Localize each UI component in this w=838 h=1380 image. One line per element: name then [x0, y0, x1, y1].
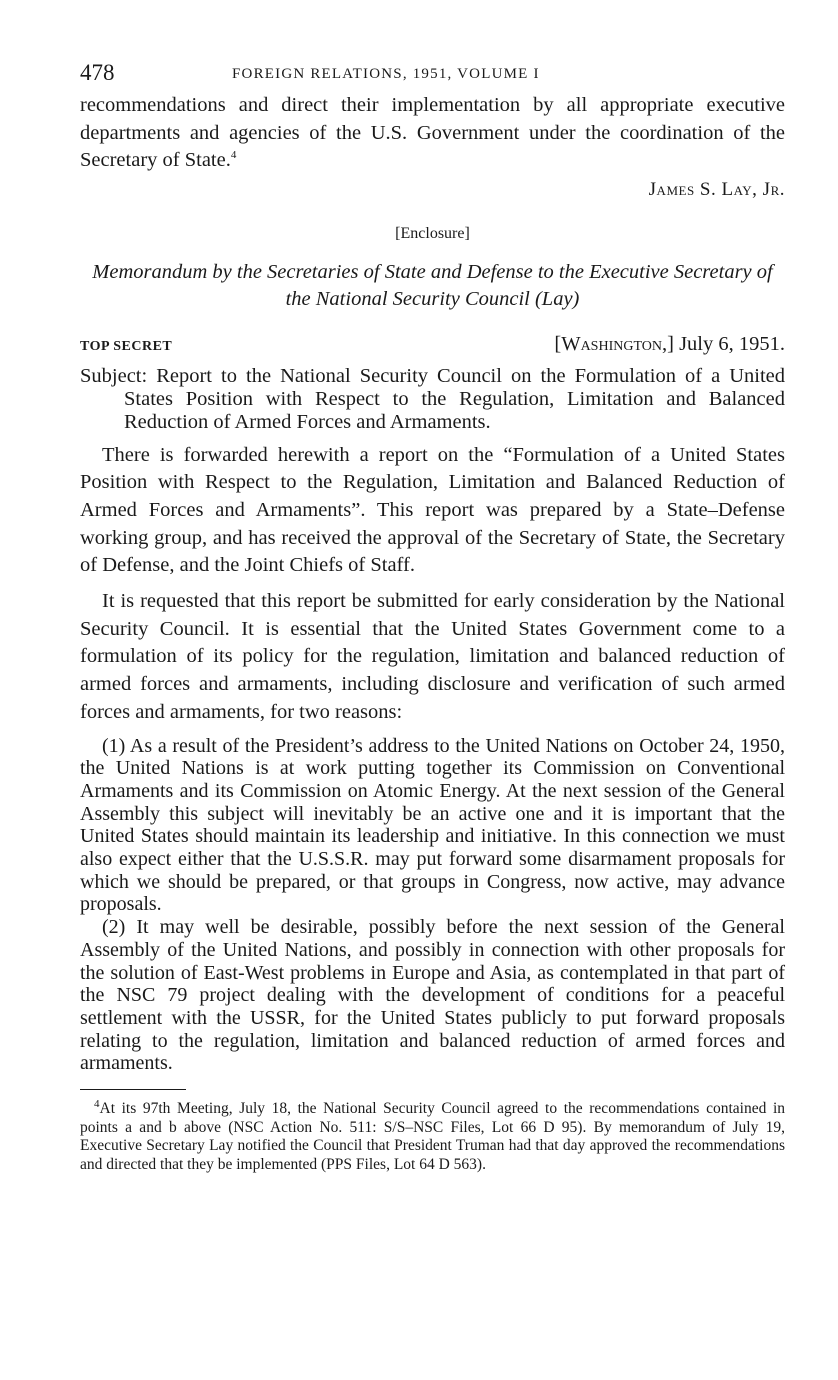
dateline-place: [Washington,]: [554, 332, 674, 355]
subject-line: Subject: Report to the National Security Council on the Formulation of a United States Position with Respect to the Regulation, Limitation and Balanced Reduction of Armed Forces and Armaments.: [80, 364, 785, 433]
footnote-reference[interactable]: 4: [230, 149, 237, 162]
footnote-marker: 4: [94, 1097, 100, 1110]
running-head: [80, 58, 785, 92]
document-page: [80, 58, 785, 1174]
memo-header-row: [80, 333, 785, 363]
intro-text: recommendations and direct their implementation by all appropriate executive departments and agencies of the U.S. Government under the coordination of the Secretary of State.: [80, 94, 785, 171]
dateline: [554, 333, 785, 356]
intro-paragraph: [80, 92, 785, 175]
page-number: 478: [80, 60, 115, 85]
enclosure-label: [Enclosure]: [395, 224, 470, 242]
running-title: FOREIGN RELATIONS, 1951, VOLUME I: [232, 66, 540, 82]
footnote-text: At its 97th Meeting, July 18, the National Security Council agreed to the recommendations contained in points a and b above (NSC Action No. 511: S/S–NSC Files, Lot 66 D 95). By memorandum of July 19, Executive Secretary Lay notified the Council that President Truman had that day approved the recommendations and directed that they be implemented (PPS Files, Lot 64 D 563).: [80, 1100, 785, 1173]
body-paragraph-1: There is forwarded herewith a report on the “Formulation of a United States Position with Respect to the Regulation, Limitation and Balanced Reduction of Armed Forces and Armaments”. This report was prepared by a State–Defense working group, and has received the approval of the Secretary of State, the Secretary of Defense, and the Joint Chiefs of Staff.: [80, 443, 785, 577]
signature: James S. Lay, Jr.: [648, 178, 785, 200]
body-paragraph-2: It is requested that this report be submitted for early consideration by the National Security Council. It is essential that the United States Government come to a formulation of its policy for the regulation, limitation and balanced reduction of armed forces and armaments, including disclosure and verification of such armed forces and armaments, for two reasons:: [80, 590, 785, 723]
memo-title: Memorandum by the Secretaries of State and Defense to the Executive Secretary of the National Security Council (Lay): [92, 260, 773, 310]
footnote: [80, 1097, 785, 1174]
dateline-date: July 6, 1951.: [679, 332, 785, 355]
footnote-divider: [80, 1089, 186, 1090]
classification-label: TOP SECRET: [80, 338, 173, 354]
numbered-item-1: (1) As a result of the President’s address to the United Nations on October 24, 1950, the United Nations is at work putting together its Commission on Conventional Armaments and its Commission on Atomic Energy. At the next session of the General Assembly this subject will inevitably be an active one and it is important that the United States should maintain its leadership and initiative. In this connection we must also expect either that the U.S.S.R. may put forward some disarmament proposals for which we should be prepared, or that groups in Congress, now active, may advance proposals.: [80, 734, 785, 916]
numbered-item-2: (2) It may well be desirable, possibly before the next session of the General Assembly of the United Nations, and possibly in connection with other proposals for the solution of East-West problems in Europe and Asia, as contemplated in that part of the NSC 79 project dealing with the development of conditions for a peaceful settlement with the USSR, for the United States publicly to put forward proposals relating to the regulation, limitation and balanced reduction of armed forces and armaments.: [80, 916, 785, 1075]
